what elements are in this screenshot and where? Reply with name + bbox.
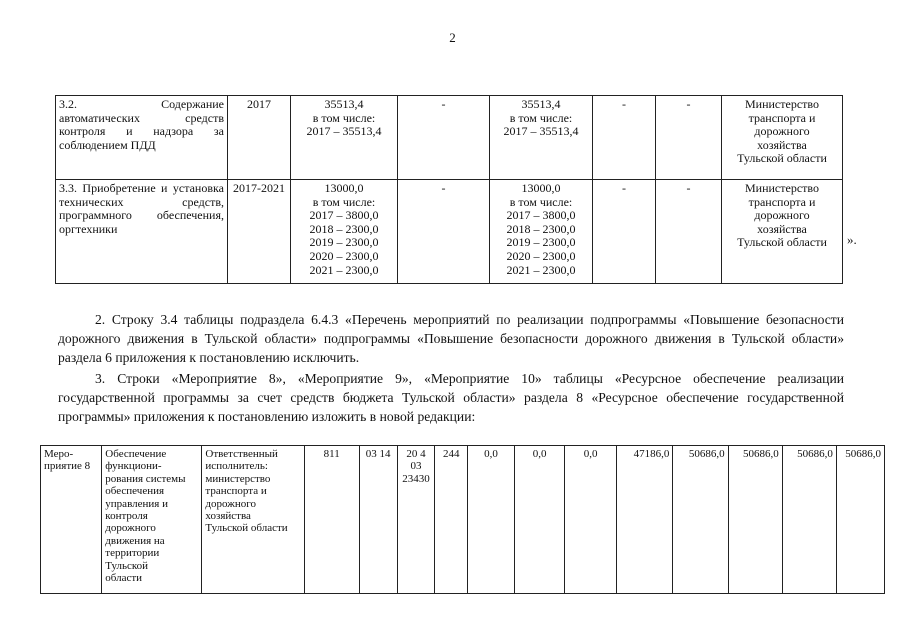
activities-table <box>55 95 843 284</box>
paragraph-2: 2. Строку 3.4 таблицы подраздела 6.4.3 «Перечень мероприятий по реализации подпрограммы «Повышение безопасности дорожного движения в Тульской области» подпрограммы «Повышение безопасности дорожного движения в Тульской области» раздела 6 приложения к постановлению исключить. <box>58 312 844 366</box>
value-3: 0,0 <box>565 446 617 594</box>
resource-table <box>40 445 885 594</box>
measure-name: Обеспечение функциони- рования системы обеспечения управления и контроля дорожного движения на территории Тульской области <box>102 446 202 594</box>
activity-total: 35513,4 в том числе: 2017 – 35513,4 <box>291 96 398 180</box>
value-4: 47186,0 <box>617 446 673 594</box>
value-2: 0,0 <box>515 446 565 594</box>
value-7: 50686,0 <box>782 446 836 594</box>
grbs-code: 811 <box>304 446 359 594</box>
activity-col6: - <box>593 180 656 284</box>
activity-name: 3.3. Приобретение и установка технических средств, программного обеспечения, оргтехники <box>56 180 228 284</box>
activity-col4: - <box>398 96 490 180</box>
activity-executor: Министерство транспорта и дорожного хозяйства Тульской области <box>722 180 843 284</box>
table-row <box>41 446 885 594</box>
value-8: 50686,0 <box>836 446 884 594</box>
activity-col6: - <box>593 96 656 180</box>
measure-status: Меро- приятие 8 <box>41 446 102 594</box>
activity-years: 2017 <box>228 96 291 180</box>
page-number: 2 <box>449 30 456 45</box>
value-5: 50686,0 <box>673 446 728 594</box>
closing-quote: ». <box>847 232 857 247</box>
activity-total: 13000,0 в том числе: 2017 – 3800,0 2018 – 2300,0 2019 – 2300,0 2020 – 2300,0 2021 – 2300,0 <box>291 180 398 284</box>
vr-code: 244 <box>435 446 468 594</box>
measure-executor: Ответственный исполнитель: министерство транспорта и дорожного хозяйства Тульской области <box>202 446 304 594</box>
activity-col4: - <box>398 180 490 284</box>
activity-col7: - <box>656 96 722 180</box>
activity-col7: - <box>656 180 722 284</box>
activity-executor: Министерство транспорта и дорожного хозяйства Тульской области <box>722 96 843 180</box>
table-row <box>56 180 843 284</box>
csr-code: 20 4 03 23430 <box>397 446 435 594</box>
paragraph-3: 3. Строки «Мероприятие 8», «Мероприятие 9», «Мероприятие 10» таблицы «Ресурсное обеспечение реализации государственной программы за счет средств бюджета Тульской области» раздела 8 «Ресурсное обеспечение государственной программы» приложения к постановлению изложить в новой редакции: <box>58 371 844 425</box>
activity-years: 2017-2021 <box>228 180 291 284</box>
rzpr-code: 03 14 <box>359 446 397 594</box>
value-6: 50686,0 <box>728 446 782 594</box>
activity-col5: 35513,4 в том числе: 2017 – 35513,4 <box>490 96 593 180</box>
value-1: 0,0 <box>468 446 515 594</box>
activity-col5: 13000,0 в том числе: 2017 – 3800,0 2018 – 2300,0 2019 – 2300,0 2020 – 2300,0 2021 – 2300,0 <box>490 180 593 284</box>
table-row <box>56 96 843 180</box>
activity-name: 3.2. Содержание автоматических средств контроля и надзора за соблюдением ПДД <box>56 96 228 180</box>
